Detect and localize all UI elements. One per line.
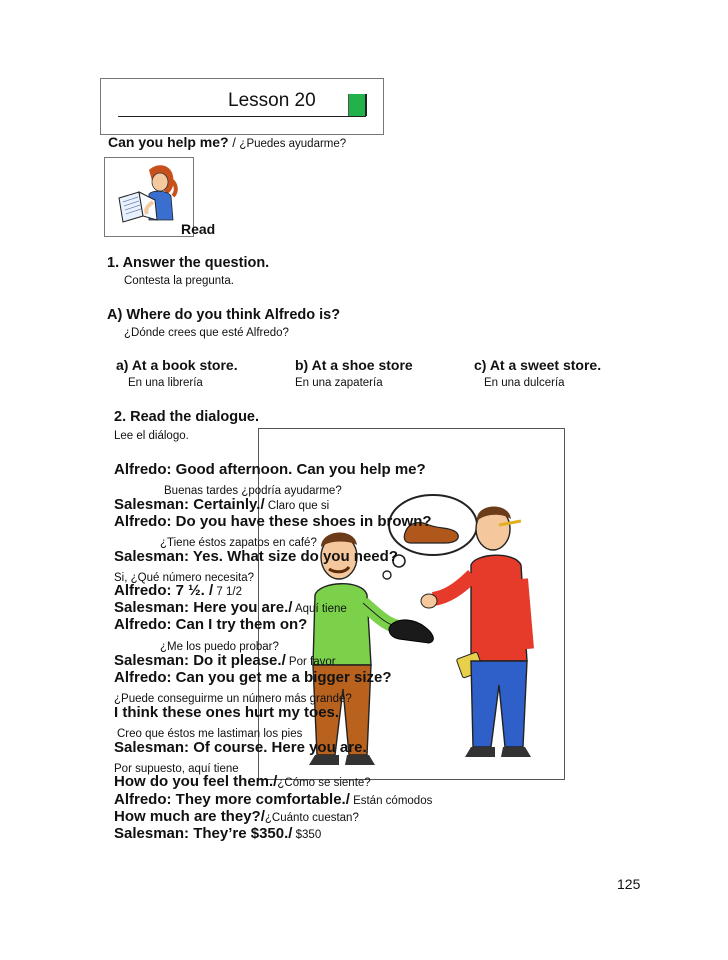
lesson-title: Lesson 20: [228, 90, 316, 111]
dialogue-line: Alfredo: 7 ½. / 7 1/2: [114, 582, 242, 599]
dialogue-line: I think these ones hurt my toes.: [114, 704, 340, 721]
subtitle-es: ¿Puedes ayudarme?: [239, 138, 347, 150]
lesson-underline: [118, 116, 366, 117]
dialogue-line: Buenas tardes ¿podría ayudarme?: [164, 485, 342, 497]
dialogue-line: Alfredo: Can you get me a bigger size?: [114, 669, 392, 686]
dialogue-line: ¿Tiene éstos zapatos en café?: [160, 537, 317, 549]
dialogue-line: Alfredo: Good afternoon. Can you help me?: [114, 461, 426, 478]
option-c-label: c) At a sweet store.: [474, 357, 602, 373]
subtitle-en: Can you help me?: [108, 134, 229, 150]
option-a-label: a) At a book store.: [116, 357, 238, 373]
option-b-translation: En una zapatería: [295, 377, 383, 389]
dialogue-line: ¿Puede conseguirme un número más grande?: [114, 693, 352, 705]
dialogue-line: How much are they?/¿Cuánto cuestan?: [114, 808, 359, 825]
dialogue-line: How do you feel them./¿Cómo se siente?: [114, 773, 371, 790]
dialogue-line: Salesman: Here you are./ Aquí tiene: [114, 599, 347, 616]
dialogue-line: Si, ¿Qué número necesita?: [114, 572, 254, 584]
dialogue-line: ¿Me los puedo probar?: [160, 641, 279, 653]
exercise1-translation: Contesta la pregunta.: [124, 275, 234, 287]
dialogue-line: Salesman: They’re $350./ $350: [114, 825, 322, 842]
exercise2-translation: Lee el diálogo.: [114, 430, 189, 442]
option-c-translation: En una dulcería: [484, 377, 565, 389]
option-b-label: b) At a shoe store: [295, 357, 413, 373]
green-square-icon: [348, 94, 367, 116]
page-number: 125: [617, 876, 641, 892]
dialogue-line: Salesman: Yes. What size do you need?: [114, 548, 398, 565]
dialogue-line: Salesman: Certainly./ Claro que si: [114, 496, 330, 513]
questionA-translation: ¿Dónde crees que esté Alfredo?: [124, 327, 289, 339]
dialogue-line: Alfredo: Do you have these shoes in brown?: [114, 513, 432, 530]
dialogue-line: Alfredo: Can I try them on?: [114, 616, 308, 633]
dialogue-line: Por supuesto, aquí tiene: [114, 763, 239, 775]
read-label: Read: [181, 221, 216, 237]
dialogue-line: Salesman: Do it please./ Por favor: [114, 652, 336, 669]
dialogue-line: Creo que éstos me lastiman los pies: [117, 728, 303, 740]
dialogue-line: Salesman: Of course. Here you are.: [114, 739, 367, 756]
lesson-subtitle: [108, 134, 346, 152]
subtitle-separator: /: [228, 135, 240, 150]
dialogue-line: Alfredo: They more comfortable./ Están cómodos: [114, 791, 433, 808]
exercise2-title: 2. Read the dialogue.: [114, 409, 260, 425]
girl-reading-icon: [105, 158, 193, 236]
questionA-title: A) Where do you think Alfredo is?: [107, 307, 341, 323]
exercise1-title: 1. Answer the question.: [107, 255, 270, 271]
option-a-translation: En una librería: [128, 377, 203, 389]
